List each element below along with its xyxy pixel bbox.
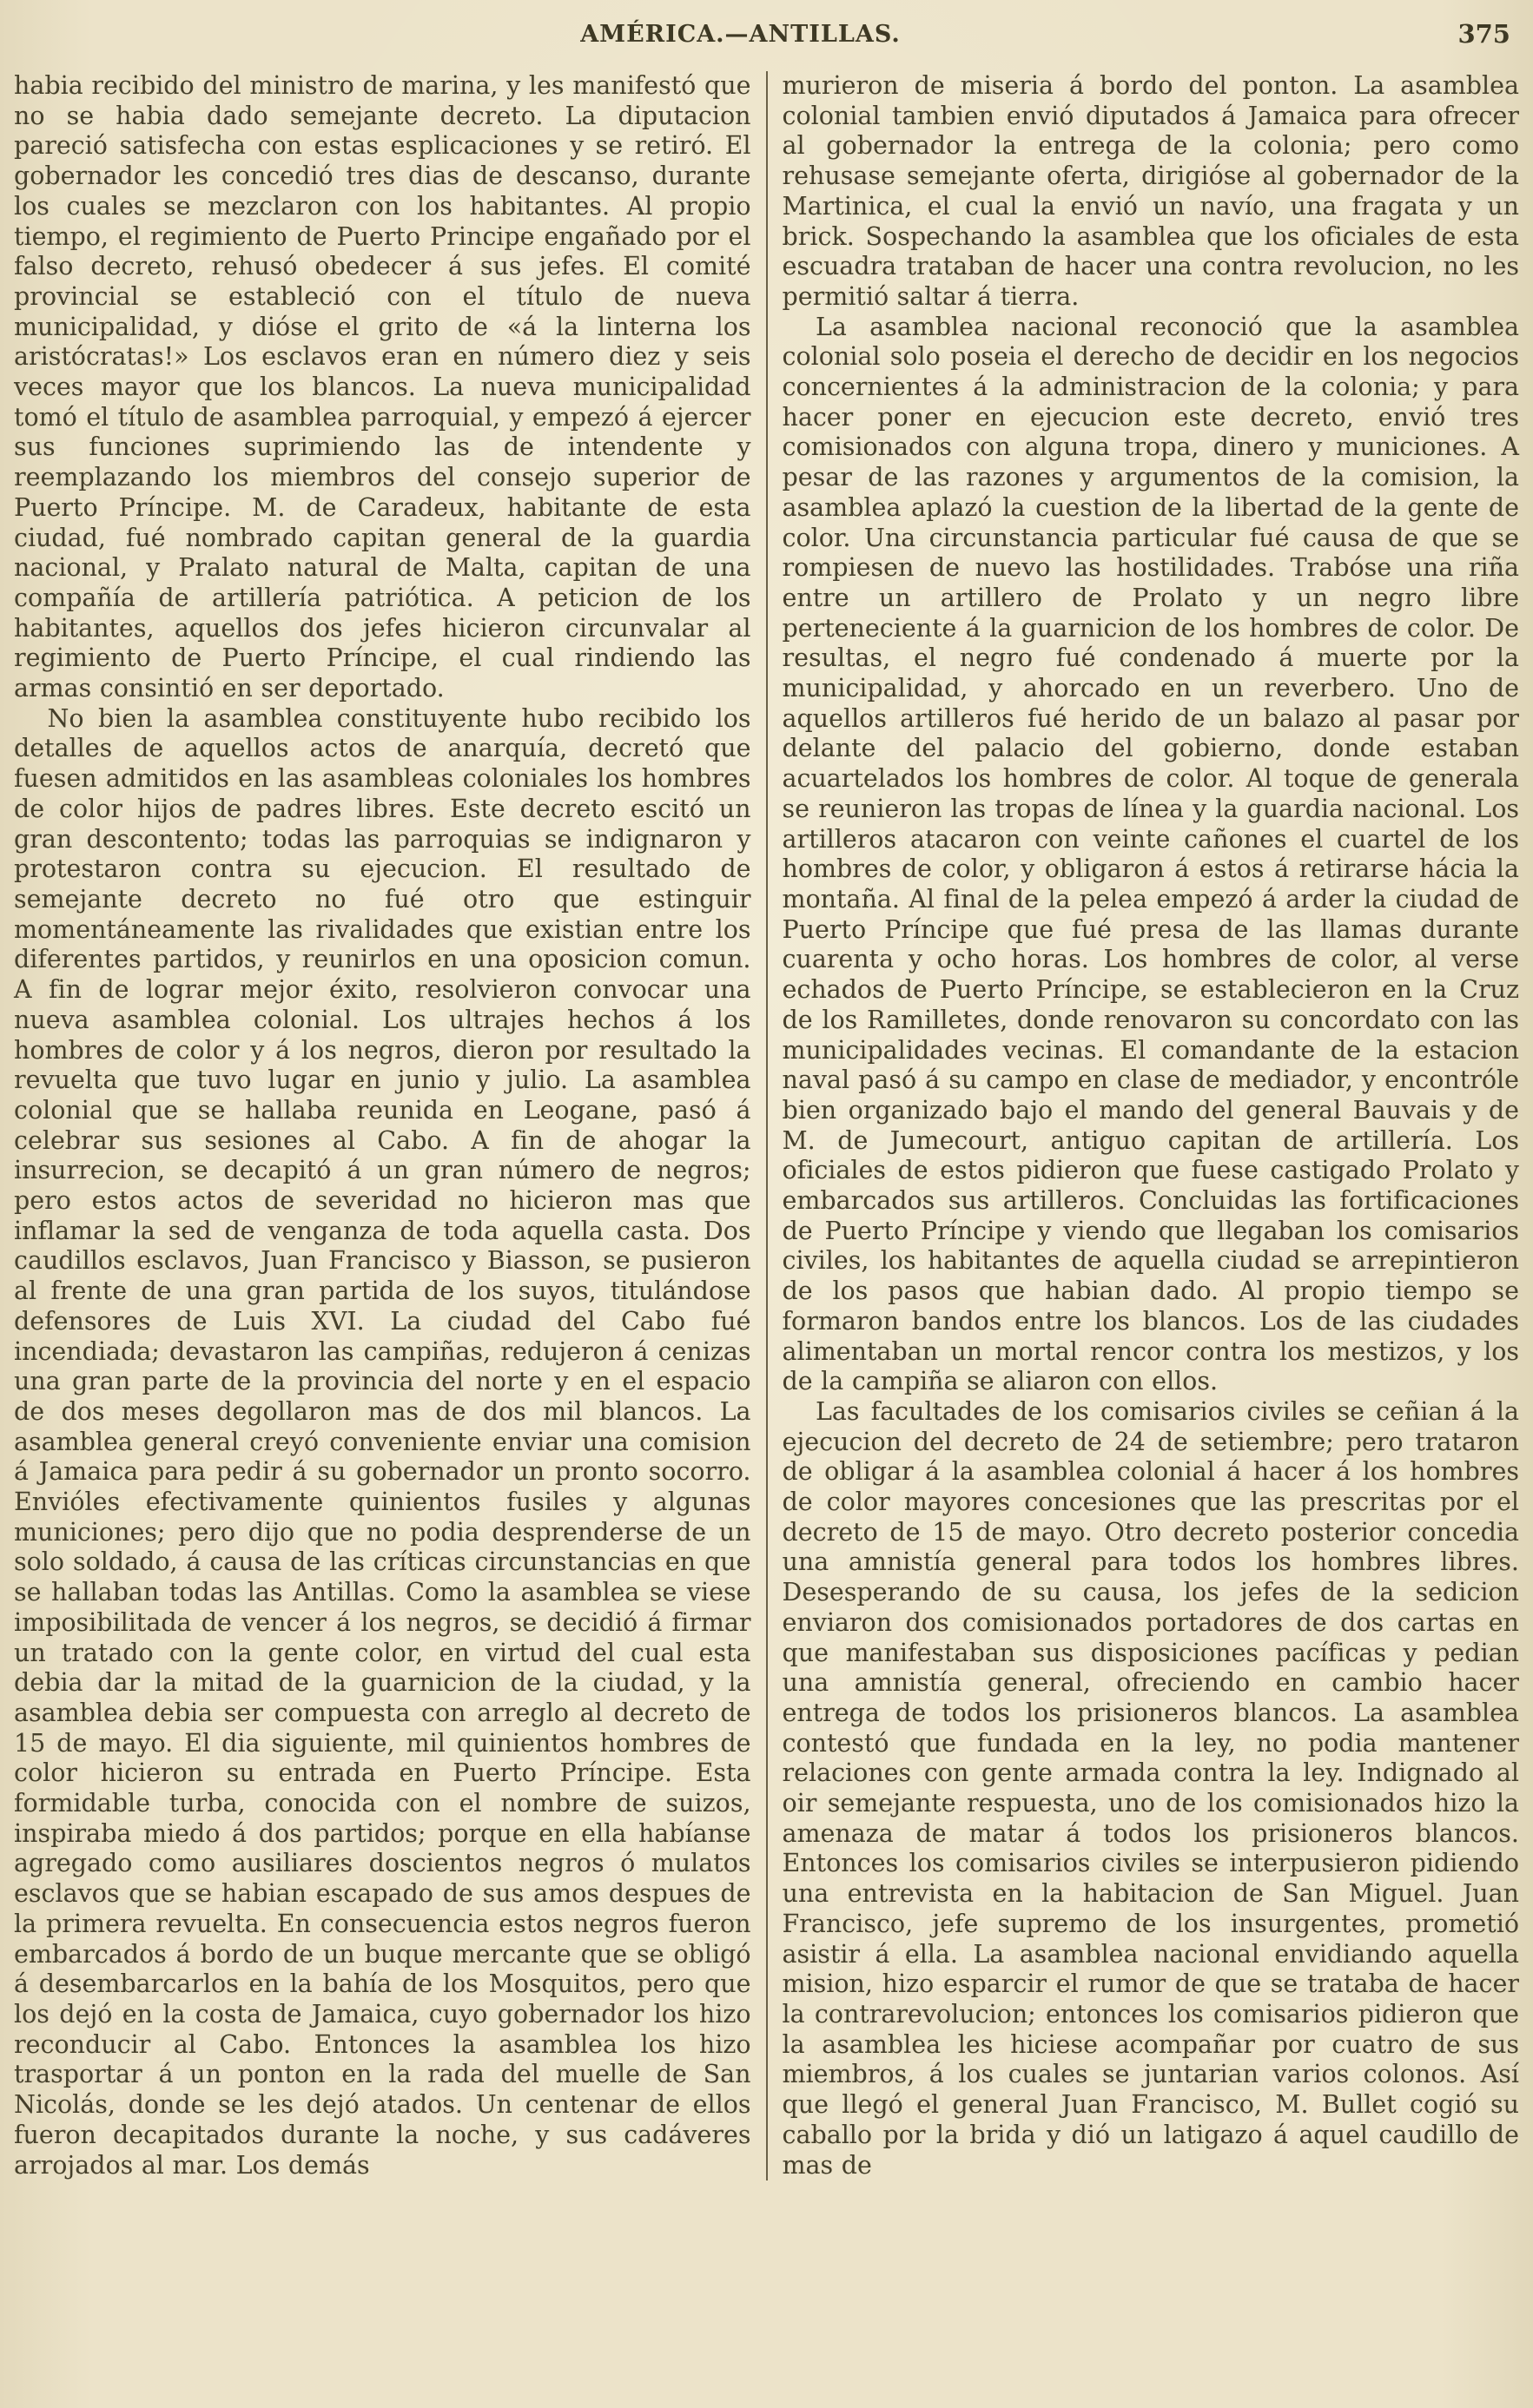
running-title: AMÉRICA.—ANTILLAS.	[580, 21, 901, 48]
paragraph: La asamblea nacional reconoció que la asamblea colonial solo poseia el derecho de decidir en los negocios concernientes á la administracion de la colonia; y para hacer poner en ejecucion este decreto, envió tres comisionados con alguna tropa, dinero y municiones. A pesar de las razones y argumentos de la comision, la asamblea aplazó la cuestion de la libertad de la gente de color. Una circunstancia particular fué causa de que se rompiesen de nuevo las hostilidades. Trabóse una riña entre un artillero de Prolato y un negro libre perteneciente á la guarnicion de los hombres de color. De resultas, el negro fué condenado á muerte por la municipalidad, y ahorcado en un reverbero. Uno de aquellos artilleros fué herido de un balazo al pasar por delante del palacio del gobierno, donde estaban acuartelados los hombres de color. Al toque de generala se reunieron las tropas de línea y la guardia nacional. Los artilleros atacaron con veinte cañones el cuartel de los hombres de color, y obligaron á estos á retirarse hácia la montaña. Al final de la pelea empezó á arder la ciudad de Puerto Príncipe que fué presa de las llamas durante cuarenta y ocho horas. Los hombres de color, al verse echados de Puerto Príncipe, se establecieron en la Cruz de los Ramilletes, donde renovaron su concordato con las municipalidades vecinas. El comandante de la estacion naval pasó á su campo en clase de mediador, y encontróle bien organizado bajo el mando del general Bauvais y de M. de Jumecourt, antiguo capitan de artillería. Los oficiales de estos pidieron que fuese castigado Prolato y embarcados sus artilleros. Concluidas las fortificaciones de Puerto Príncipe y viendo que llegaban los comisarios civiles, los habitantes de aquella ciudad se arrepintieron de los pasos que habian dado. Al propio tiempo se formaron bandos entre los blancos. Los de las ciudades alimentaban un mortal rencor contra los mestizos, y los de la campiña se aliaron con ellos.	[782, 312, 1519, 1396]
right-column	[768, 71, 1520, 2180]
paragraph-continuation: habia recibido del ministro de marina, y les manifestó que no se habia dado semejante decreto. La diputacion pareció satisfecha con estas esplicaciones y se retiró. El gobernador les concedió tres dias de descanso, durante los cuales se mezclaron con los habitantes. Al propio tiempo, el regimiento de Puerto Principe engañado por el falso decreto, rehusó obedecer á sus jefes. El comité provincial se estableció con el título de nueva municipalidad, y dióse el grito de «á la linterna los aristócratas!» Los esclavos eran en número diez y seis veces mayor que los blancos. La nueva municipalidad tomó el título de asamblea parroquial, y empezó á ejercer sus funciones suprimiendo las de intendente y reemplazando los miembros del consejo superior de Puerto Príncipe. M. de Caradeux, habitante de esta ciudad, fué nombrado capitan general de la guardia nacional, y Pralato natural de Malta, capitan de una compañía de artillería patriótica. A peticion de los habitantes, aquellos dos jefes hicieron circunvalar al regimiento de Puerto Príncipe, el cual rindiendo las armas consintió en ser deportado.	[14, 71, 751, 703]
paragraph: Las facultades de los comisarios civiles se ceñian á la ejecucion del decreto de 24 de setiembre; pero trataron de obligar á la asamblea colonial á hacer á los hombres de color mayores concesiones que las prescritas por el decreto de 15 de mayo. Otro decreto posterior concedia una amnistía general para todos los hombres libres. Desesperando de su causa, los jefes de la sedicion enviaron dos comisionados portadores de dos cartas en que manifestaban sus disposiciones pacíficas y pedian una amnistía general, ofreciendo en cambio hacer entrega de todos los prisioneros blancos. La asamblea contestó que fundada en la ley, no podia mantener relaciones con gente armada contra la ley. Indignado al oir semejante respuesta, uno de los comisionados hizo la amenaza de matar á todos los prisioneros blancos. Entonces los comisarios civiles se interpusieron pidiendo una entrevista en la habitacion de San Miguel. Juan Francisco, jefe supremo de los insurgentes, prometió asistir á ella. La asamblea nacional envidiando aquella mision, hizo esparcir el rumor de que se trataba de hacer la contrarevolucion; entonces los comisarios pidieron que la asamblea les hiciese acompañar por cuatro de sus miembros, á los cuales se juntarian varios colonos. Así que llegó el general Juan Francisco, M. Bullet cogió su caballo por la brida y dió un latigazo á aquel caudillo de mas de	[782, 1396, 1519, 2180]
text-columns	[14, 71, 1519, 2180]
left-column	[14, 71, 766, 2180]
page-header	[19, 21, 1514, 57]
paragraph-continuation: murieron de miseria á bordo del ponton. La asamblea colonial tambien envió diputados á Jamaica para ofrecer al gobernador la entrega de la colonia; pero como rehusase semejante oferta, dirigióse al gobernador de la Martinica, el cual la envió un navío, una fragata y un brick. Sospechando la asamblea que los oficiales de esta escuadra trataban de hacer una contra revolucion, no les permitió saltar á tierra.	[782, 71, 1519, 311]
page-number: 375	[1457, 19, 1510, 49]
paragraph: No bien la asamblea constituyente hubo recibido los detalles de aquellos actos de anarquía, decretó que fuesen admitidos en las asambleas coloniales los hombres de color hijos de padres libres. Este decreto escitó un gran descontento; todas las parroquias se indignaron y protestaron contra su ejecucion. El resultado de semejante decreto no fué otro que estinguir momentáneamente las rivalidades que existian entre los diferentes partidos, y reunirlos en una oposicion comun. A fin de lograr mejor éxito, resolvieron convocar una nueva asamblea colonial. Los ultrajes hechos á los hombres de color y á los negros, dieron por resultado la revuelta que tuvo lugar en junio y julio. La asamblea colonial que se hallaba reunida en Leogane, pasó á celebrar sus sesiones al Cabo. A fin de ahogar la insurrecion, se decapitó á un gran número de negros; pero estos actos de severidad no hicieron mas que inflamar la sed de venganza de toda aquella casta. Dos caudillos esclavos, Juan Francisco y Biasson, se pusieron al frente de una gran partida de los suyos, titulándose defensores de Luis XVI. La ciudad del Cabo fué incendiada; devastaron las campiñas, redujeron á cenizas una gran parte de la provincia del norte y en el espacio de dos meses degollaron mas de dos mil blancos. La asamblea general creyó conveniente enviar una comision á Jamaica para pedir á su gobernador un pronto socorro. Envióles efectivamente quinientos fusiles y algunas municiones; pero dijo que no podia desprenderse de un solo soldado, á causa de las críticas circunstancias en que se hallaban todas las Antillas. Como la asamblea se viese imposibilitada de vencer á los negros, se decidió á firmar un tratado con la gente color, en virtud del cual esta debia dar la mitad de la guarnicion de la ciudad, y la asamblea debia ser compuesta con arreglo al decreto de 15 de mayo. El dia siguiente, mil quinientos hombres de color hicieron su entrada en Puerto Príncipe. Esta formidable turba, conocida con el nombre de suizos, inspiraba miedo á dos partidos; porque en ella habíanse agregado como ausiliares doscientos negros ó mulatos esclavos que se habian escapado de sus amos despues de la primera revuelta. En consecuencia estos negros fueron embarcados á bordo de un buque mercante que se obligó á desembarcarlos en la bahía de los Mosquitos, pero que los dejó en la costa de Jamaica, cuyo gobernador los hizo reconducir al Cabo. Entonces la asamblea los hizo trasportar á un ponton en la rada del muelle de San Nicolás, donde se les dejó atados. Un centenar de ellos fueron decapitados durante la noche, y sus cadáveres arrojados al mar. Los demás	[14, 703, 751, 2180]
